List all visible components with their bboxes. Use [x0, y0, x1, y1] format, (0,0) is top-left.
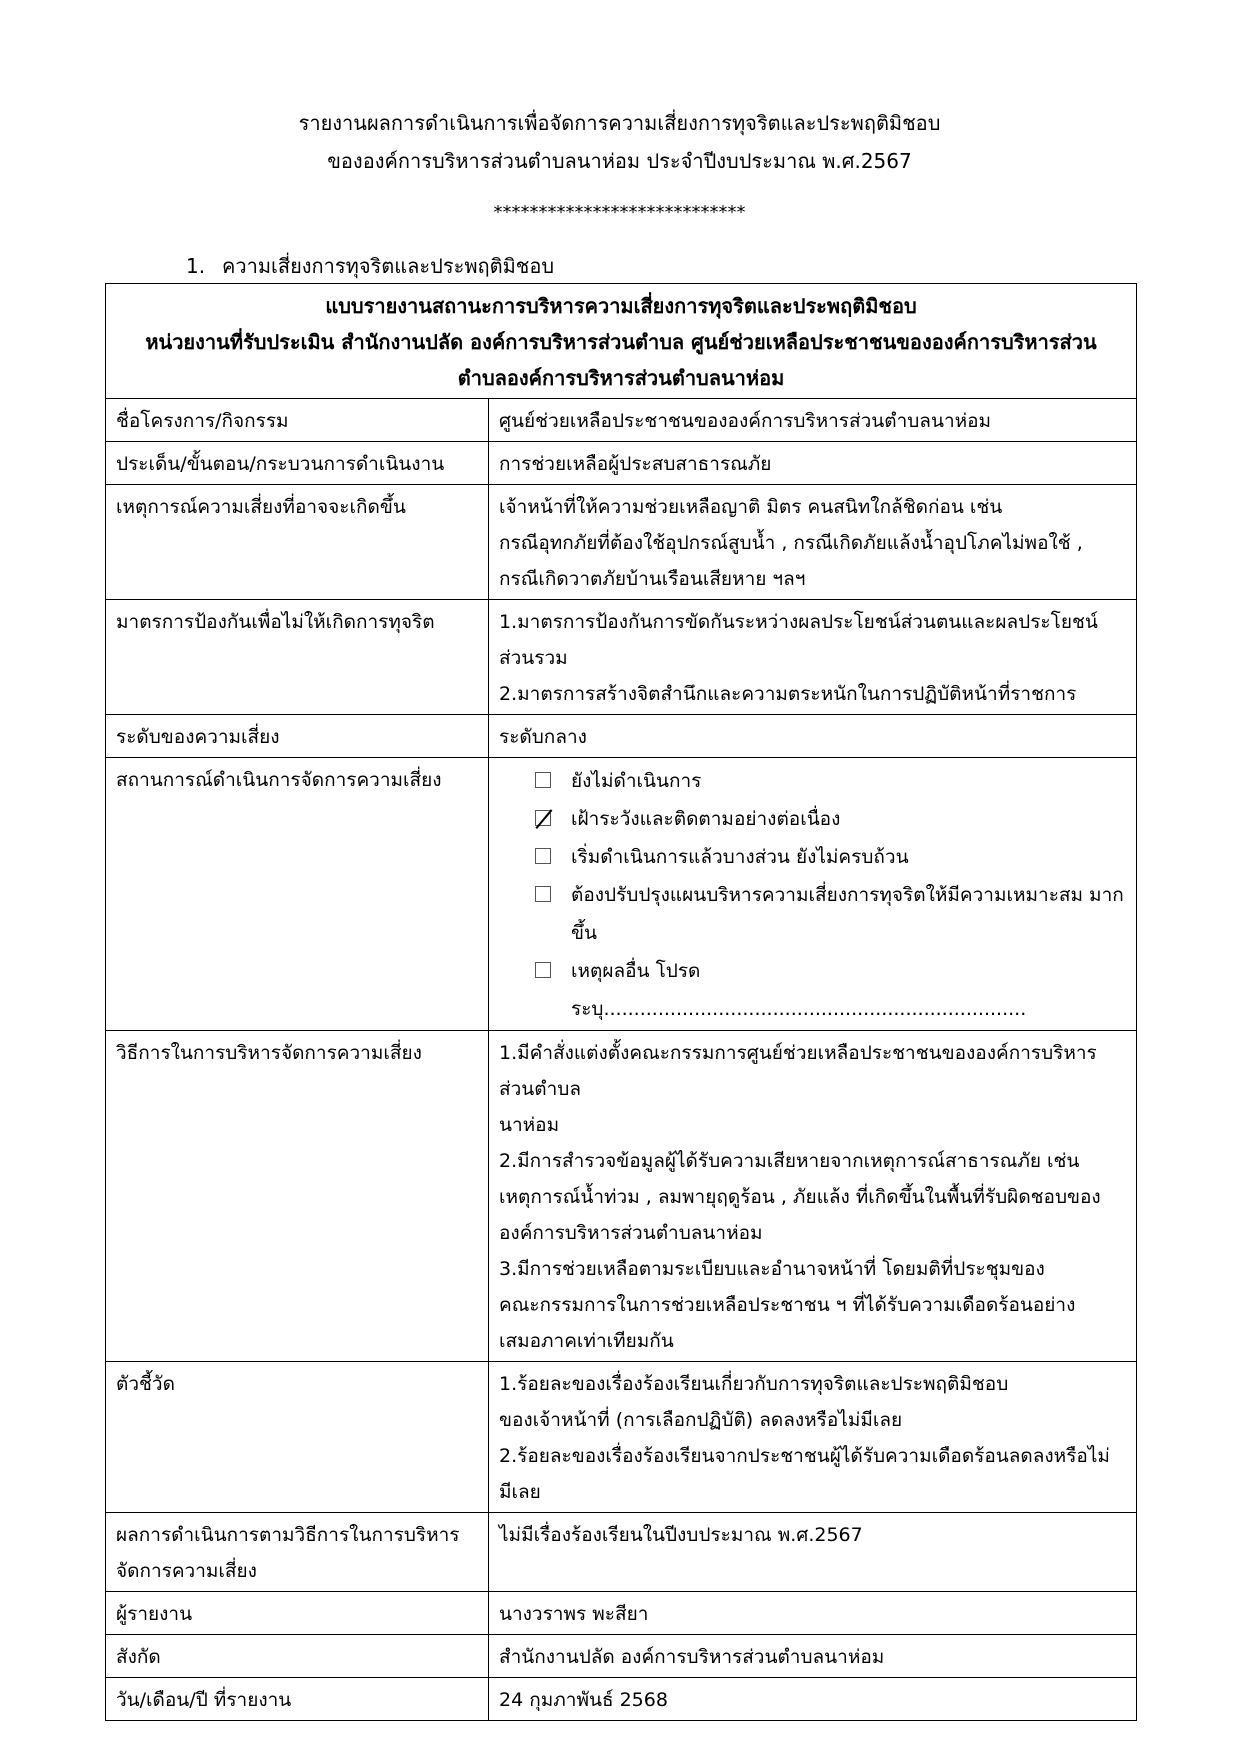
method-label: วิธีการในการบริหารจัดการความเสี่ยง — [106, 1031, 489, 1362]
table-row — [106, 399, 1137, 442]
table-row — [106, 600, 1137, 715]
risk-event-value — [489, 485, 1137, 600]
table-header-line3: ตำบลองค์การบริหารส่วนตำบลนาห่อม — [457, 366, 785, 390]
indicator-line: ของเจ้าหน้าที่ (การเลือกปฏิบัติ) ลดลงหรือไม่มีเลย — [499, 1409, 903, 1431]
method-line: 1.มีคำสั่งแต่งตั้งคณะกรรมการศูนย์ช่วยเหลือประชาชนขององค์การบริหารส่วนตำบล — [499, 1042, 1097, 1100]
table-header — [106, 284, 1137, 399]
indicator-label: ตัวชี้วัด — [106, 1362, 489, 1513]
prevention-line: 1.มาตรการป้องกันการขัดกันระหว่างผลประโยชน์ส่วนตนและผลประโยชน์ส่วนรวม — [499, 611, 1098, 669]
reporter-label: ผู้รายงาน — [106, 1592, 489, 1635]
status-option-text: เฝ้าระวังและติดตามอย่างต่อเนื่อง — [571, 808, 841, 830]
section-title: ความเสี่ยงการทุจริตและประพฤติมิชอบ — [222, 254, 555, 278]
risk-level-label: ระดับของความเสี่ยง — [106, 715, 489, 758]
separator-stars: **************************** — [493, 202, 746, 223]
method-value — [489, 1031, 1137, 1362]
prevention-label: มาตรการป้องกันเพื่อไม่ให้เกิดการทุจริต — [106, 600, 489, 715]
process-value: การช่วยเหลือผู้ประสบสาธารณภัย — [489, 442, 1137, 485]
project-value: ศูนย์ช่วยเหลือประชาชนขององค์การบริหารส่วนตำบลนาห่อม — [489, 399, 1137, 442]
risk-event-label: เหตุการณ์ความเสี่ยงที่อาจจะเกิดขึ้น — [106, 485, 489, 600]
table-row — [106, 1678, 1137, 1721]
reporter-value: นางวราพร พะสียา — [489, 1592, 1137, 1635]
result-label — [106, 1513, 489, 1592]
method-line: คณะกรรมการในการช่วยเหลือประชาชน ฯ ที่ได้รับความเดือดร้อนอย่าง — [499, 1294, 1076, 1316]
risk-event-line: เจ้าหน้าที่ให้ความช่วยเหลือญาติ มิตร คนสนิทใกล้ชิดก่อน เช่น — [499, 496, 1003, 518]
method-line: 2.มีการสำรวจข้อมูลผู้ได้รับความเสียหายจากเหตุการณ์สาธารณภัย เช่น — [499, 1150, 1080, 1172]
table-row — [106, 485, 1137, 600]
status-options — [489, 758, 1137, 1031]
method-line: เสมอภาคเท่าเทียมกัน — [499, 1330, 674, 1352]
risk-event-line: กรณีเกิดวาตภัยบ้านเรือนเสียหาย ฯลฯ — [499, 568, 806, 590]
checkbox-unchecked[interactable] — [535, 962, 551, 978]
table-header-row — [106, 284, 1137, 399]
table-row — [106, 715, 1137, 758]
checkbox-unchecked[interactable] — [535, 772, 551, 788]
indicator-line: 2.ร้อยละของเรื่องร้องเรียนจากประชาชนผู้ได้รับความเดือดร้อนลดลงหรือไม่ — [499, 1445, 1110, 1467]
document-title-line2: ขององค์การบริหารส่วนตำบลนาห่อม ประจำปีงบประมาณ พ.ศ.2567 — [327, 149, 912, 173]
affiliation-value: สำนักงานปลัด องค์การบริหารส่วนตำบลนาห่อม — [489, 1635, 1137, 1678]
status-option-text: ต้องปรับปรุงแผนบริหารความเสี่ยงการทุจริตให้มีความเหมาะสม มากขึ้น — [571, 884, 1124, 944]
prevention-value — [489, 600, 1137, 715]
indicator-line: 1.ร้อยละของเรื่องร้องเรียนเกี่ยวกับการทุจริตและประพฤติมิชอบ — [499, 1373, 1009, 1395]
table-row — [106, 1513, 1137, 1592]
document-title-line1: รายงานผลการดำเนินการเพื่อจัดการความเสี่ยงการทุจริตและประพฤติมิชอบ — [298, 111, 941, 135]
status-option — [527, 952, 1126, 1028]
status-option-text: เริ่มดำเนินการแล้วบางส่วน ยังไม่ครบถ้วน — [571, 846, 909, 868]
table-row — [106, 442, 1137, 485]
checkbox-unchecked[interactable] — [535, 886, 551, 902]
status-option — [527, 838, 1126, 876]
table-row — [106, 1592, 1137, 1635]
method-line: นาห่อม — [499, 1114, 560, 1136]
method-line: เหตุการณ์น้ำท่วม , ลมพายุฤดูร้อน , ภัยแล้ง ที่เกิดขึ้นในพื้นที่รับผิดชอบของ — [499, 1186, 1101, 1208]
result-label-line: ผลการดำเนินการตามวิธีการในการบริหาร — [116, 1524, 460, 1546]
checkbox-checked[interactable] — [535, 810, 551, 826]
affiliation-label: สังกัด — [106, 1635, 489, 1678]
table-row — [106, 758, 1137, 1031]
date-label: วัน/เดือน/ปี ที่รายงาน — [106, 1678, 489, 1721]
risk-event-line: กรณีอุทกภัยที่ต้องใช้อุปกรณ์สูบน้ำ , กรณีเกิดภัยแล้งน้ำอุปโภคไม่พอใช้ , — [499, 532, 1083, 554]
method-line: องค์การบริหารส่วนตำบลนาห่อม — [499, 1222, 763, 1244]
section-number: 1. — [186, 254, 206, 278]
document-title — [0, 104, 1239, 180]
table-header-line2: หน่วยงานที่รับประเมิน สำนักงานปลัด องค์การบริหารส่วนตำบล ศูนย์ช่วยเหลือประชาชนขององค์การบริหารส่วน — [145, 330, 1097, 354]
status-option — [527, 762, 1126, 800]
prevention-line: 2.มาตรการสร้างจิตสำนึกและความตระหนักในการปฏิบัติหน้าที่ราชการ — [499, 683, 1077, 705]
project-label: ชื่อโครงการ/กิจกรรม — [106, 399, 489, 442]
checkbox-unchecked[interactable] — [535, 848, 551, 864]
risk-level-value: ระดับกลาง — [489, 715, 1137, 758]
process-label: ประเด็น/ขั้นตอน/กระบวนการดำเนินงาน — [106, 442, 489, 485]
method-line: 3.มีการช่วยเหลือตามระเบียบและอำนาจหน้าที่ โดยมติที่ประชุมของ — [499, 1258, 1045, 1280]
status-option-text: ยังไม่ดำเนินการ — [571, 770, 702, 792]
result-label-line: จัดการความเสี่ยง — [116, 1560, 257, 1582]
result-value: ไม่มีเรื่องร้องเรียนในปีงบประมาณ พ.ศ.2567 — [489, 1513, 1137, 1592]
indicator-value — [489, 1362, 1137, 1513]
risk-report-table — [105, 283, 1137, 1721]
date-value: 24 กุมภาพันธ์ 2568 — [489, 1678, 1137, 1721]
table-row — [106, 1635, 1137, 1678]
table-header-line1: แบบรายงานสถานะการบริหารความเสี่ยงการทุจริตและประพฤติมิชอบ — [325, 294, 917, 318]
status-label: สถานการณ์ดำเนินการจัดการความเสี่ยง — [106, 758, 489, 1031]
status-option-text: เหตุผลอื่น โปรดระบุ...................................................................... — [571, 960, 1027, 1020]
indicator-line: มีเลย — [499, 1481, 541, 1503]
status-option — [527, 800, 1126, 838]
table-row — [106, 1031, 1137, 1362]
table-row — [106, 1362, 1137, 1513]
section-heading — [186, 250, 554, 282]
status-option — [527, 876, 1126, 952]
